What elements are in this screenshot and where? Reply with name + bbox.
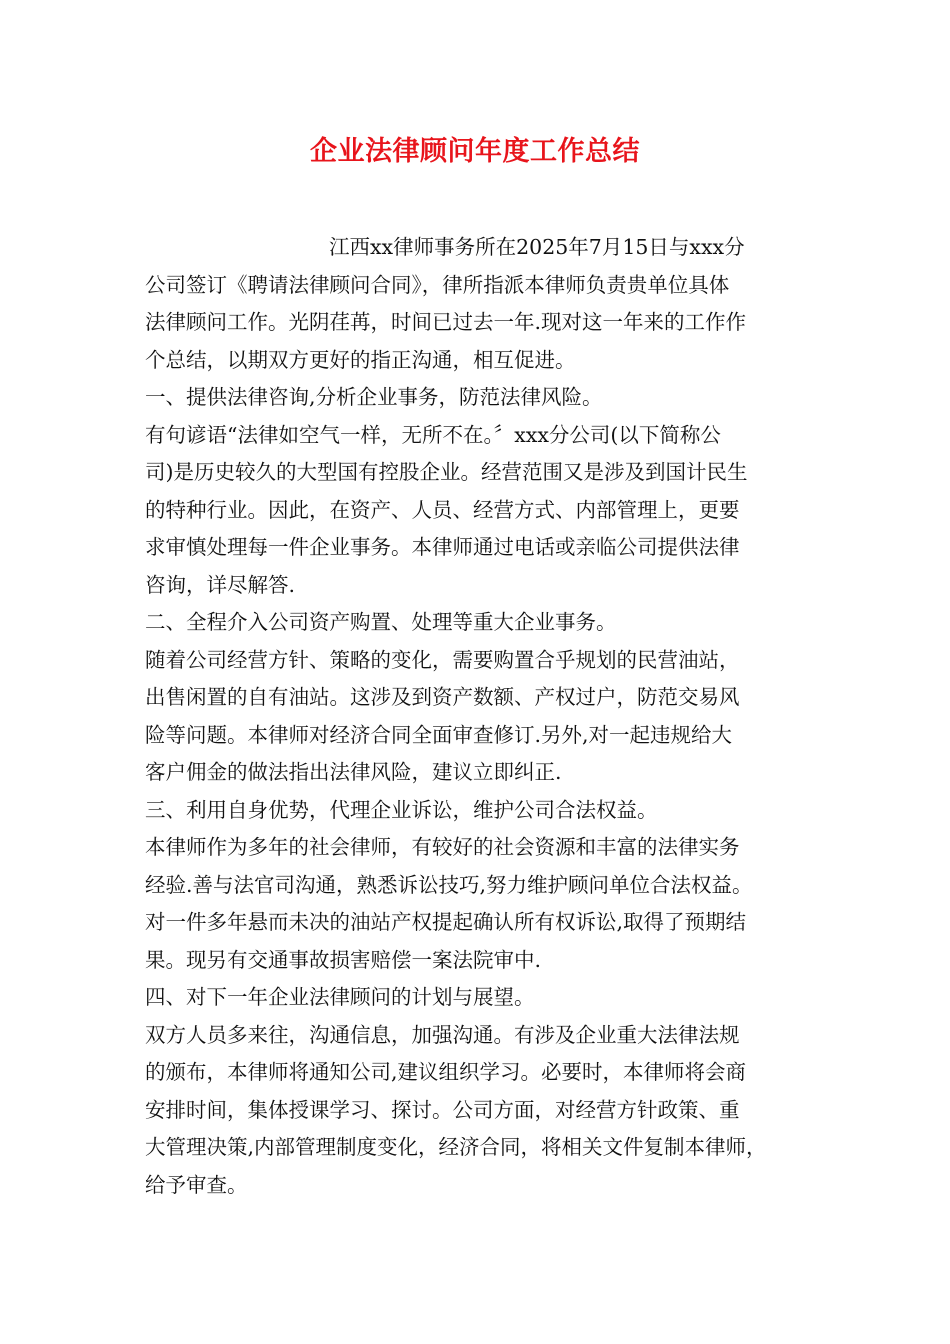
paragraph-line: 的颁布，本律师将通知公司,建议组织学习。必要时，本律师将会商 bbox=[145, 1060, 747, 1084]
paragraph-line: 随着公司经营方针、策略的变化，需要购置合乎规划的民营油站， bbox=[145, 647, 740, 672]
paragraph-line: 大管理决策,内部管理制度变化，经济合同，将相关文件复制本律师， bbox=[145, 1135, 767, 1159]
paragraph-line: 司)是历史较久的大型国有控股企业。经营范围又是涉及到国计民生 bbox=[145, 460, 748, 484]
paragraph-line: 公司签订《聘请法律顾问合同》，律所指派本律师负责贵单位具体 bbox=[145, 272, 730, 297]
paragraph-line: 有句谚语“法律如空气一样，无所不在。〞xxx分公司(以下简称公 bbox=[145, 422, 721, 447]
paragraph-line: 江西xx律师事务所在2025年7月15日与xxx分 bbox=[329, 235, 745, 259]
paragraph-line: 出售闲置的自有油站。这涉及到资产数额、产权过户，防范交易风 bbox=[145, 685, 740, 709]
paragraph-line: 安排时间，集体授课学习、探讨。公司方面，对经营方针政策、重 bbox=[145, 1097, 740, 1122]
document-body bbox=[145, 229, 830, 1204]
paragraph-line: 经验.善与法官司沟通，熟悉诉讼技巧,努力维护顾问单位合法权益。 bbox=[145, 872, 753, 897]
paragraph-line: 给予审查。 bbox=[145, 1172, 248, 1197]
paragraph-line: 的特种行业。因此，在资产、人员、经营方式、内部管理上，更要 bbox=[145, 497, 740, 522]
section-heading: 三、利用自身优势，代理企业诉讼，维护公司合法权益。 bbox=[145, 797, 658, 822]
paragraph-line: 本律师作为多年的社会律师，有较好的社会资源和丰富的法律实务 bbox=[145, 835, 740, 859]
paragraph-line: 双方人员多来往，沟通信息，加强沟通。有涉及企业重大法律法规 bbox=[145, 1022, 740, 1047]
paragraph-line: 法律顾问工作。光阴荏苒，时间已过去一年.现对这一年来的工作作 bbox=[145, 310, 747, 334]
paragraph-line: 求审慎处理每一件企业事务。本律师通过电话或亲临公司提供法律 bbox=[145, 535, 740, 559]
paragraph-line: 客户佣金的做法指出法律风险，建议立即纠正. bbox=[145, 760, 562, 784]
paragraph-line: 果。现另有交通事故损害赔偿一案法院审中. bbox=[145, 947, 542, 972]
section-heading: 二、全程介入公司资产购置、处理等重大企业事务。 bbox=[145, 610, 617, 634]
section-heading: 四、对下一年企业法律顾问的计划与展望。 bbox=[145, 985, 535, 1009]
paragraph-line: 对一件多年悬而未决的油站产权提起确认所有权诉讼,取得了预期结 bbox=[145, 910, 747, 934]
section-heading: 一、提供法律咨询,分析企业事务，防范法律风险。 bbox=[145, 385, 603, 409]
paragraph-line: 险等问题。本律师对经济合同全面审查修订.另外,对一起违规给大 bbox=[145, 722, 733, 747]
paragraph-line: 咨询，详尽解答. bbox=[145, 572, 296, 597]
paragraph-line: 个总结，以期双方更好的指正沟通，相互促进。 bbox=[145, 347, 576, 372]
document-title: 企业法律顾问年度工作总结 bbox=[310, 136, 640, 167]
